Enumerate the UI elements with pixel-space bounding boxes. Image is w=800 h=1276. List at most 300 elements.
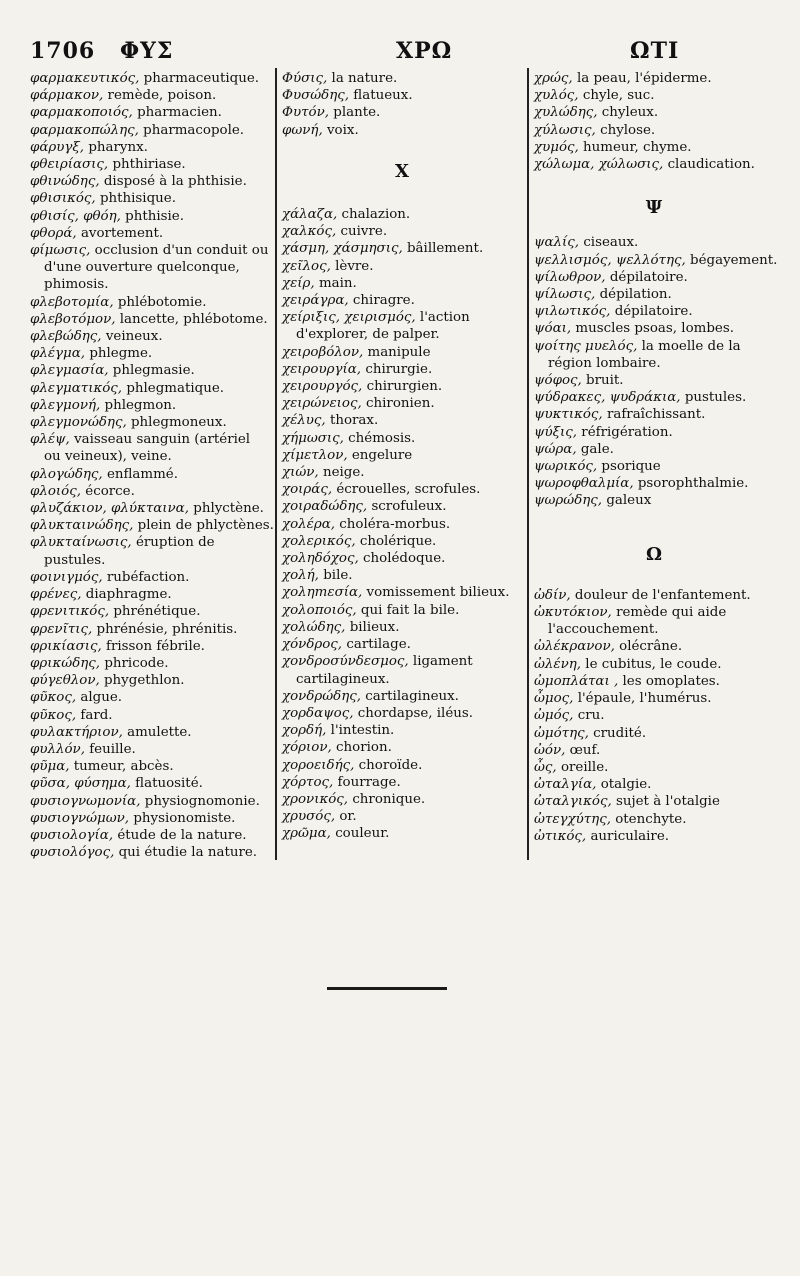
- dictionary-entry: [30, 190, 270, 207]
- french-definition: phygethlon.: [103, 673, 185, 689]
- entry-list: [282, 70, 522, 139]
- french-definition: pharmacien.: [137, 105, 222, 121]
- greek-term: φλεγμονή,: [30, 397, 101, 413]
- greek-term: ψύδρακες, ψυδράκια,: [534, 390, 681, 406]
- dictionary-entry: [282, 498, 522, 515]
- french-definition: qui fait la bile.: [360, 602, 460, 618]
- dictionary-entry: [282, 757, 522, 774]
- greek-term: ψοίτης μυελός,: [534, 338, 638, 354]
- french-definition: bégayement.: [690, 252, 778, 268]
- greek-term: ὠδίν,: [534, 587, 571, 603]
- greek-term: φθισικός,: [30, 191, 96, 207]
- dictionary-entry: [534, 656, 774, 673]
- french-definition: dépilatoire.: [614, 304, 693, 320]
- french-definition: pharynx.: [88, 139, 148, 155]
- greek-term: φοινιγμός,: [30, 569, 103, 585]
- dictionary-entry: [30, 345, 270, 362]
- greek-term: χολέρα,: [282, 516, 336, 532]
- dictionary-entry: [282, 481, 522, 498]
- greek-term: χίμετλον,: [282, 447, 348, 463]
- french-definition: dépilation.: [599, 287, 672, 303]
- dictionary-entry: [534, 492, 774, 509]
- greek-term: φθισίς, φθόη,: [30, 208, 121, 224]
- french-definition: voix.: [326, 122, 359, 138]
- french-definition: chiragre.: [352, 293, 415, 309]
- french-definition: rubéfaction.: [106, 569, 190, 585]
- dictionary-entry: [282, 104, 522, 121]
- greek-term: χάλαζα,: [282, 207, 338, 223]
- dictionary-entry: [534, 269, 774, 286]
- french-definition: occlusion d'un conduit ou d'une ouverture quelconque, phimosis.: [44, 243, 269, 293]
- greek-term: φλογώδης,: [30, 466, 103, 482]
- greek-term: φυλλόν,: [30, 741, 85, 757]
- dictionary-entry: [282, 395, 522, 412]
- greek-term: φλέγμα,: [30, 346, 86, 362]
- dictionary-entry: [30, 741, 270, 758]
- greek-term: χήμωσις,: [282, 430, 344, 446]
- french-definition: humeur, chyme.: [583, 139, 692, 155]
- greek-term: ὠμοπλάται ,: [534, 673, 619, 689]
- dictionary-entry: [30, 621, 270, 638]
- greek-term: ψόαι,: [534, 321, 572, 337]
- french-definition: lèvre.: [335, 258, 374, 274]
- french-definition: feuille.: [89, 741, 136, 757]
- french-definition: cholérique.: [359, 533, 437, 549]
- dictionary-entry: [30, 414, 270, 431]
- dictionary-entry: [30, 775, 270, 792]
- dictionary-entry: [30, 156, 270, 173]
- greek-term: φυσιολογία,: [30, 827, 114, 843]
- french-definition: phrénésie, phrénitis.: [96, 621, 238, 637]
- dictionary-entry: [30, 689, 270, 706]
- french-definition: chordapse, iléus.: [357, 705, 474, 721]
- greek-term: χείριξις, χειρισμός,: [282, 310, 416, 326]
- greek-term: φυσιογνώμων,: [30, 810, 130, 826]
- dictionary-entry: [534, 303, 774, 320]
- greek-term: φρενιτικός,: [30, 604, 110, 620]
- dictionary-entry: [30, 242, 270, 294]
- french-definition: la peau, l'épiderme.: [576, 71, 712, 86]
- greek-term: χώλωμα, χώλωσις,: [534, 157, 664, 173]
- french-definition: otenchyte.: [615, 811, 687, 827]
- greek-term: χειροβόλον,: [282, 344, 364, 360]
- dictionary-entry: [534, 70, 774, 87]
- french-definition: écorce.: [85, 483, 135, 499]
- dictionary-entry: [534, 759, 774, 776]
- french-definition: phricode.: [104, 655, 169, 671]
- french-definition: disposé à la phthisie.: [103, 174, 247, 190]
- entry-list: [534, 70, 774, 173]
- greek-term: φῦκος,: [30, 707, 77, 723]
- greek-term: φλοιός,: [30, 483, 81, 499]
- french-definition: dépilatoire.: [609, 269, 688, 285]
- french-definition: crudité.: [593, 725, 647, 741]
- greek-term: ὠλένη,: [534, 656, 582, 672]
- greek-term: φίμωσις,: [30, 243, 91, 259]
- greek-term: φυσιολόγος,: [30, 845, 115, 861]
- french-definition: algue.: [80, 690, 123, 706]
- greek-term: φλυκταινώδης,: [30, 518, 134, 534]
- french-definition: l'intestin.: [330, 723, 395, 739]
- greek-term: φρένες,: [30, 587, 82, 603]
- greek-term: ψωρώδης,: [534, 493, 603, 509]
- dictionary-entry: [282, 619, 522, 636]
- greek-term: φρενῖτις,: [30, 621, 93, 637]
- french-definition: cartilagineux.: [365, 688, 459, 704]
- french-definition: écrouelles, scrofules.: [336, 482, 481, 498]
- dictionary-entry: [282, 533, 522, 550]
- dictionary-entry: [534, 104, 774, 121]
- french-definition: phlébotomie.: [117, 294, 207, 310]
- french-definition: veineux.: [105, 329, 163, 345]
- greek-term: φαρμακευτικός,: [30, 71, 140, 86]
- french-definition: oreille.: [560, 759, 609, 775]
- page-number: 1706: [30, 38, 96, 64]
- french-definition: chémosis.: [348, 430, 416, 446]
- french-definition: cartilage.: [346, 637, 411, 653]
- dictionary-entry: [534, 793, 774, 810]
- greek-term: χορδαψος,: [282, 705, 354, 721]
- dictionary-entry: [30, 586, 270, 603]
- french-definition: chylose.: [600, 122, 656, 138]
- french-definition: phthiriase.: [112, 157, 186, 173]
- greek-term: χόριον,: [282, 740, 332, 756]
- dictionary-entry: [282, 550, 522, 567]
- dictionary-entry: [30, 517, 274, 534]
- greek-term: ὦμος,: [534, 691, 574, 707]
- french-definition: chyle, suc.: [582, 88, 655, 104]
- greek-term: χιών,: [282, 465, 319, 481]
- dictionary-entry: [282, 722, 522, 739]
- french-definition: l'action d'explorer, de palper.: [296, 310, 470, 343]
- dictionary-entry: [534, 389, 774, 406]
- dictionary-entry: [30, 362, 270, 379]
- greek-term: ψυκτικός,: [534, 407, 603, 423]
- french-definition: pharmaceutique.: [143, 71, 260, 86]
- greek-term: χοροειδής,: [282, 757, 355, 773]
- french-definition: or.: [339, 809, 357, 825]
- french-definition: ligament cartilagineux.: [296, 654, 473, 687]
- greek-term: χοληmεσία,: [282, 585, 363, 601]
- greek-term: Φυτόν,: [282, 105, 329, 121]
- dictionary-entry: [282, 739, 522, 756]
- french-definition: chironien.: [366, 396, 435, 412]
- dictionary-entry: [30, 328, 270, 345]
- greek-term: χαλκός,: [282, 224, 337, 240]
- dictionary-entry: [282, 516, 522, 533]
- french-definition: psorophthalmie.: [637, 476, 749, 492]
- french-definition: phlegme.: [89, 346, 153, 362]
- dictionary-entry: [30, 397, 270, 414]
- french-definition: galeux: [606, 493, 652, 509]
- greek-term: ψύξις,: [534, 424, 578, 440]
- greek-term: ψίλωσις,: [534, 287, 596, 303]
- dictionary-entry: [282, 774, 522, 791]
- greek-term: φθειρίασις,: [30, 157, 109, 173]
- french-definition: amulette.: [127, 724, 192, 740]
- dictionary-entry: [534, 87, 774, 104]
- french-definition: cuivre.: [340, 224, 388, 240]
- dictionary-entry: [30, 638, 270, 655]
- dictionary-entry: [282, 275, 522, 292]
- greek-term: Φύσις,: [282, 71, 328, 86]
- dictionary-entry: [282, 602, 522, 619]
- greek-term: χάσμη, χάσμησις,: [282, 241, 403, 257]
- section-heading-omega: Ω: [645, 543, 663, 565]
- dictionary-entry: [30, 173, 270, 190]
- dictionary-entry: [30, 707, 270, 724]
- greek-term: φλεβοτόμον,: [30, 311, 116, 327]
- french-definition: remède, poison.: [107, 88, 217, 104]
- dictionary-entry: [30, 844, 270, 861]
- greek-term: χοληδόχος,: [282, 551, 359, 567]
- greek-term: φθορά,: [30, 225, 77, 241]
- french-definition: cru.: [577, 708, 605, 724]
- greek-term: ψαλίς,: [534, 235, 580, 251]
- greek-term: χονδροσύνδεσμος,: [282, 654, 409, 670]
- dictionary-entry: [534, 828, 774, 845]
- french-definition: les omoplates.: [622, 673, 720, 689]
- dictionary-entry: [282, 791, 522, 808]
- french-definition: choroïde.: [358, 757, 423, 773]
- french-definition: chronique.: [352, 791, 426, 807]
- greek-term: ὠταλγικός,: [534, 794, 612, 810]
- french-definition: physiognomonie.: [144, 793, 260, 809]
- dictionary-entry: [30, 827, 270, 844]
- french-definition: avortement.: [80, 225, 164, 241]
- entry-list: [534, 234, 778, 509]
- french-definition: couleur.: [335, 826, 390, 842]
- french-definition: engelure: [351, 447, 413, 463]
- greek-term: ὠμότης,: [534, 725, 589, 741]
- french-definition: claudication.: [667, 157, 755, 173]
- dictionary-entry: [30, 208, 270, 225]
- french-definition: pharmacopole.: [143, 122, 245, 138]
- dictionary-entry: [30, 500, 270, 517]
- greek-term: ὠτικός,: [534, 828, 587, 844]
- section-heading-chi: X: [395, 160, 409, 182]
- french-definition: psorique: [601, 459, 661, 475]
- french-definition: cholédoque.: [363, 551, 446, 567]
- column-1: [30, 70, 274, 861]
- french-definition: manipule: [367, 344, 431, 360]
- dictionary-entry: [30, 603, 270, 620]
- greek-term: φαρμακοποιός,: [30, 105, 133, 121]
- dictionary-entry: [534, 320, 774, 337]
- french-definition: tumeur, abcès.: [73, 759, 174, 775]
- dictionary-entry: [534, 372, 774, 389]
- greek-term: ὠκυτόκιον,: [534, 605, 612, 621]
- french-definition: neige.: [322, 465, 365, 481]
- dictionary-entry: [282, 258, 522, 275]
- french-definition: enflammé.: [106, 466, 178, 482]
- greek-term: χόνδρος,: [282, 637, 343, 653]
- dictionary-entry: [282, 206, 522, 223]
- dictionary-entry: [534, 252, 778, 269]
- greek-term: φλεγμασία,: [30, 363, 109, 379]
- dictionary-entry: [30, 534, 270, 568]
- french-definition: bilieux.: [349, 619, 400, 635]
- dictionary-entry: [282, 122, 522, 139]
- greek-term: φῦκος,: [30, 690, 77, 706]
- greek-term: φάρμακον,: [30, 88, 104, 104]
- running-head-left: ΦΥΣ: [120, 38, 174, 64]
- french-definition: vomissement bilieux.: [366, 585, 510, 601]
- dictionary-entry: [282, 240, 522, 257]
- french-definition: flatuosité.: [135, 776, 203, 792]
- dictionary-entry: [30, 810, 270, 827]
- greek-term: χειρουργός,: [282, 379, 363, 395]
- dictionary-entry: [282, 292, 522, 309]
- dictionary-entry: [282, 378, 522, 395]
- french-definition: diaphragme.: [85, 587, 172, 603]
- french-definition: phthisique.: [99, 191, 176, 207]
- dictionary-entry: [534, 673, 774, 690]
- dictionary-entry: [282, 87, 522, 104]
- greek-term: χύλωσις,: [534, 122, 596, 138]
- french-definition: frisson fébrile.: [106, 638, 205, 654]
- running-head-right: ΩΤΙ: [630, 38, 680, 64]
- entry-list: [534, 587, 774, 845]
- french-definition: pustules.: [684, 390, 747, 406]
- french-definition: physionomiste.: [133, 810, 236, 826]
- dictionary-entry: [30, 724, 270, 741]
- french-definition: vaisseau sanguin (artériel ou veineux), veine.: [44, 432, 251, 465]
- column-divider: [527, 68, 529, 860]
- end-rule: [327, 987, 447, 990]
- entry-list: [282, 206, 522, 843]
- dictionary-entry: [534, 604, 774, 638]
- greek-term: χείρ,: [282, 275, 315, 291]
- greek-term: χέλυς,: [282, 413, 326, 429]
- running-head-center: ΧΡΩ: [396, 38, 453, 64]
- dictionary-entry: [534, 458, 774, 475]
- dictionary-entry: [282, 430, 522, 447]
- section-heading-psi: Ψ: [645, 197, 663, 219]
- greek-term: χοιράς,: [282, 482, 333, 498]
- greek-term: ψόφος,: [534, 373, 582, 389]
- page-header: [0, 30, 800, 70]
- greek-term: ὠταλγία,: [534, 777, 597, 793]
- dictionary-entry: [534, 286, 774, 303]
- dictionary-entry: [30, 758, 270, 775]
- french-definition: rafraîchissant.: [606, 407, 706, 423]
- greek-term: ψιλωτικός,: [534, 304, 611, 320]
- column-2: [282, 70, 522, 843]
- french-definition: bruit.: [586, 373, 624, 389]
- dictionary-entry: [282, 567, 522, 584]
- dictionary-entry: [534, 139, 774, 156]
- greek-term: φλεγματικός,: [30, 380, 123, 396]
- greek-term: χυλός,: [534, 88, 579, 104]
- dictionary-entry: [30, 655, 270, 672]
- dictionary-entry: [534, 424, 774, 441]
- french-definition: flatueux.: [353, 88, 413, 104]
- french-definition: sujet à l'otalgie: [615, 794, 720, 810]
- dictionary-entry: [282, 223, 522, 240]
- french-definition: douleur de l'enfantement.: [574, 587, 751, 603]
- greek-term: φυσιογνωμονία,: [30, 793, 141, 809]
- greek-term: ψελλισμός, ψελλότης,: [534, 252, 686, 268]
- french-definition: phlegmasie.: [112, 363, 195, 379]
- french-definition: plante.: [333, 105, 381, 121]
- dictionary-entry: [282, 636, 522, 653]
- dictionary-entry: [30, 793, 270, 810]
- dictionary-entry: [30, 466, 270, 483]
- dictionary-entry: [282, 464, 522, 481]
- greek-term: χόρτος,: [282, 774, 334, 790]
- greek-term: χολοποιός,: [282, 602, 357, 618]
- greek-term: φλεβώδης,: [30, 329, 102, 345]
- french-definition: bile.: [323, 568, 353, 584]
- french-definition: phlyctène.: [193, 501, 264, 517]
- dictionary-entry: [282, 653, 522, 687]
- dictionary-entry: [534, 234, 774, 251]
- greek-term: φθινώδης,: [30, 174, 100, 190]
- dictionary-entry: [282, 344, 522, 361]
- greek-term: ὠμός,: [534, 708, 574, 724]
- greek-term: φῦσα, φύσημα,: [30, 776, 131, 792]
- french-definition: étude de la nature.: [117, 827, 247, 843]
- french-definition: phlegmatique.: [126, 380, 225, 396]
- dictionary-entry: [282, 361, 522, 378]
- dictionary-entry: [282, 309, 522, 343]
- french-definition: phlegmon.: [104, 397, 177, 413]
- greek-term: χοιραδώδης,: [282, 499, 368, 515]
- dictionary-entry: [534, 707, 774, 724]
- dictionary-entry: [282, 412, 522, 429]
- greek-term: φλυκταίνωσις,: [30, 535, 132, 551]
- greek-term: φρικώδης,: [30, 655, 101, 671]
- dictionary-entry: [282, 808, 522, 825]
- dictionary-entry: [534, 338, 774, 372]
- dictionary-entry: [30, 672, 270, 689]
- french-definition: phrénétique.: [113, 604, 201, 620]
- french-definition: œuf.: [569, 742, 601, 758]
- dictionary-entry: [282, 705, 522, 722]
- french-definition: chirurgie.: [365, 361, 433, 377]
- dictionary-entry: [534, 156, 774, 173]
- greek-term: χρονικός,: [282, 791, 349, 807]
- entry-list: [30, 70, 274, 861]
- dictionary-entry: [282, 70, 522, 87]
- french-definition: réfrigération.: [581, 424, 673, 440]
- french-definition: chorion.: [336, 740, 392, 756]
- french-definition: ciseaux.: [583, 235, 639, 251]
- greek-term: φωνή,: [282, 122, 323, 138]
- dictionary-entry: [282, 584, 522, 601]
- french-definition: auriculaire.: [590, 828, 669, 844]
- greek-term: φαρμακοπώλης,: [30, 122, 139, 138]
- greek-term: ψωροφθαλμία,: [534, 476, 634, 492]
- french-definition: éruption de pustules.: [44, 535, 215, 568]
- dictionary-entry: [30, 104, 270, 121]
- greek-term: χυμός,: [534, 139, 579, 155]
- french-definition: fard.: [80, 707, 113, 723]
- greek-term: φλυζάκιον, φλύκταινα,: [30, 501, 189, 517]
- french-definition: gale.: [580, 441, 614, 457]
- greek-term: ὦς,: [534, 759, 557, 775]
- dictionary-entry: [30, 70, 270, 87]
- dictionary-entry: [534, 776, 774, 793]
- greek-term: φάρυγξ,: [30, 139, 85, 155]
- french-definition: otalgie.: [600, 777, 652, 793]
- dictionary-entry: [30, 87, 270, 104]
- dictionary-entry: [30, 139, 270, 156]
- dictionary-entry: [282, 447, 522, 464]
- dictionary-entry: [282, 688, 522, 705]
- french-definition: fourrage.: [337, 774, 401, 790]
